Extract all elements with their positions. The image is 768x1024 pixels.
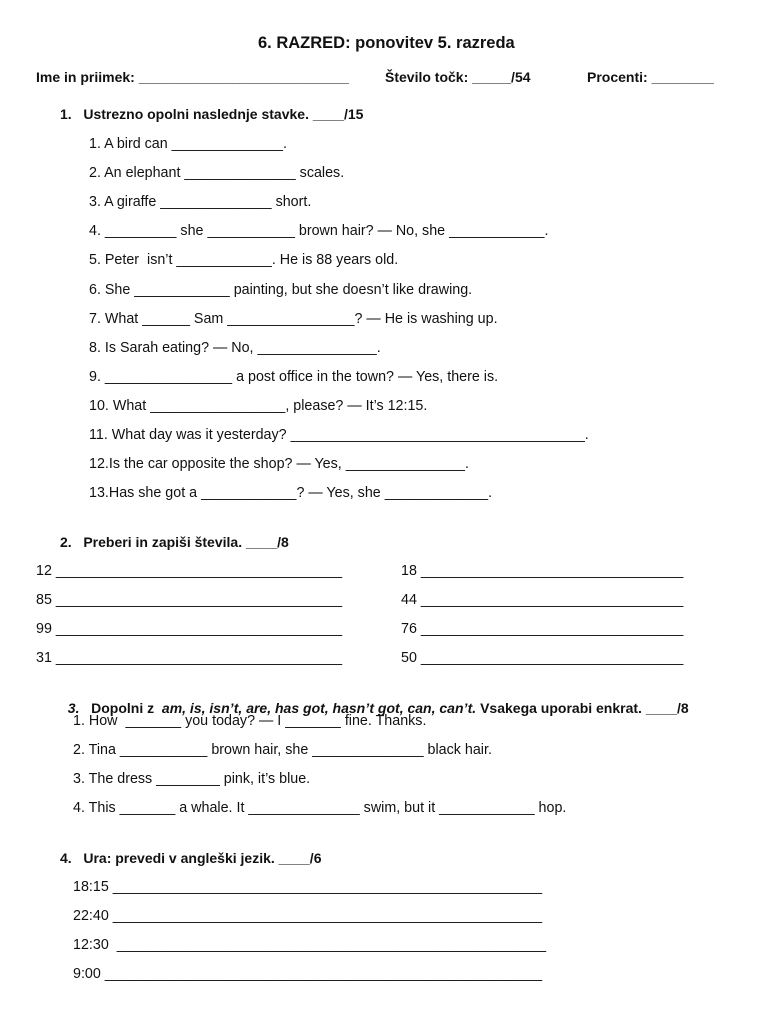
section-3-instruction-end: Vsakega uporabi enkrat. ____/8 bbox=[476, 700, 689, 716]
list-item: 9. ________________ a post office in the town? — Yes, there is. bbox=[89, 369, 499, 385]
section-3-word-bank: am, is, isn’t, are, has got, hasn’t got, can, can’t. bbox=[158, 700, 477, 716]
number-row: 18 _________________________________ bbox=[401, 563, 684, 579]
page-title: 6. RAZRED: ponovitev 5. razreda bbox=[258, 34, 515, 52]
section-3-number: 3. bbox=[67, 700, 80, 716]
percent-field-label: Procenti: ________ bbox=[587, 69, 714, 85]
list-item: 10. What _________________, please? — It’s 12:15. bbox=[89, 398, 428, 414]
list-item: 5. Peter isn’t ____________. He is 88 years old. bbox=[89, 252, 399, 268]
section-4-heading: 4. Ura: prevedi v angleški jezik. ____/6 bbox=[60, 850, 322, 866]
time-row: 9:00 _______________________________________________________ bbox=[73, 966, 543, 982]
list-item: 2. Tina ___________ brown hair, she ______________ black hair. bbox=[73, 742, 492, 758]
list-item: 12.Is the car opposite the shop? — Yes, _______________. bbox=[89, 456, 469, 472]
list-item: 7. What ______ Sam ________________? — He is washing up. bbox=[89, 311, 498, 327]
list-item: 13.Has she got a ____________? — Yes, she _____________. bbox=[89, 485, 493, 501]
time-row: 12:30 ______________________________________________________ bbox=[73, 937, 547, 953]
number-row: 44 _________________________________ bbox=[401, 592, 684, 608]
section-3-instruction: Dopolni z bbox=[91, 700, 159, 716]
number-row: 99 ____________________________________ bbox=[36, 621, 343, 637]
name-field-label: Ime in priimek: ___________________________ bbox=[36, 69, 349, 85]
list-item: 4. _________ she ___________ brown hair? — No, she ____________. bbox=[89, 223, 549, 239]
list-item: 6. She ____________ painting, but she doesn’t like drawing. bbox=[89, 282, 473, 298]
list-item: 8. Is Sarah eating? — No, _______________. bbox=[89, 340, 381, 356]
list-item: 2. An elephant ______________ scales. bbox=[89, 165, 345, 181]
list-item: 1. How _______ you today? — I _______ fine. Thanks. bbox=[73, 713, 427, 729]
list-item: 4. This _______ a whale. It ______________ swim, but it ____________ hop. bbox=[73, 800, 567, 816]
number-row: 85 ____________________________________ bbox=[36, 592, 343, 608]
number-row: 50 _________________________________ bbox=[401, 650, 684, 666]
number-row: 31 ____________________________________ bbox=[36, 650, 343, 666]
list-item: 11. What day was it yesterday? _____________________________________. bbox=[89, 427, 589, 443]
list-item: 1. A bird can ______________. bbox=[89, 136, 287, 152]
list-item: 3. The dress ________ pink, it’s blue. bbox=[73, 771, 311, 787]
section-2-heading: 2. Preberi in zapiši števila. ____/8 bbox=[60, 534, 289, 550]
section-1-heading: 1. Ustrezno opolni naslednje stavke. ____/15 bbox=[60, 106, 364, 122]
time-row: 22:40 ______________________________________________________ bbox=[73, 908, 543, 924]
points-field-label: Število točk: _____/54 bbox=[385, 69, 531, 85]
number-row: 76 _________________________________ bbox=[401, 621, 684, 637]
number-row: 12 ____________________________________ bbox=[36, 563, 343, 579]
time-row: 18:15 ______________________________________________________ bbox=[73, 879, 543, 895]
section-3-heading bbox=[60, 684, 689, 716]
list-item: 3. A giraffe ______________ short. bbox=[89, 194, 312, 210]
